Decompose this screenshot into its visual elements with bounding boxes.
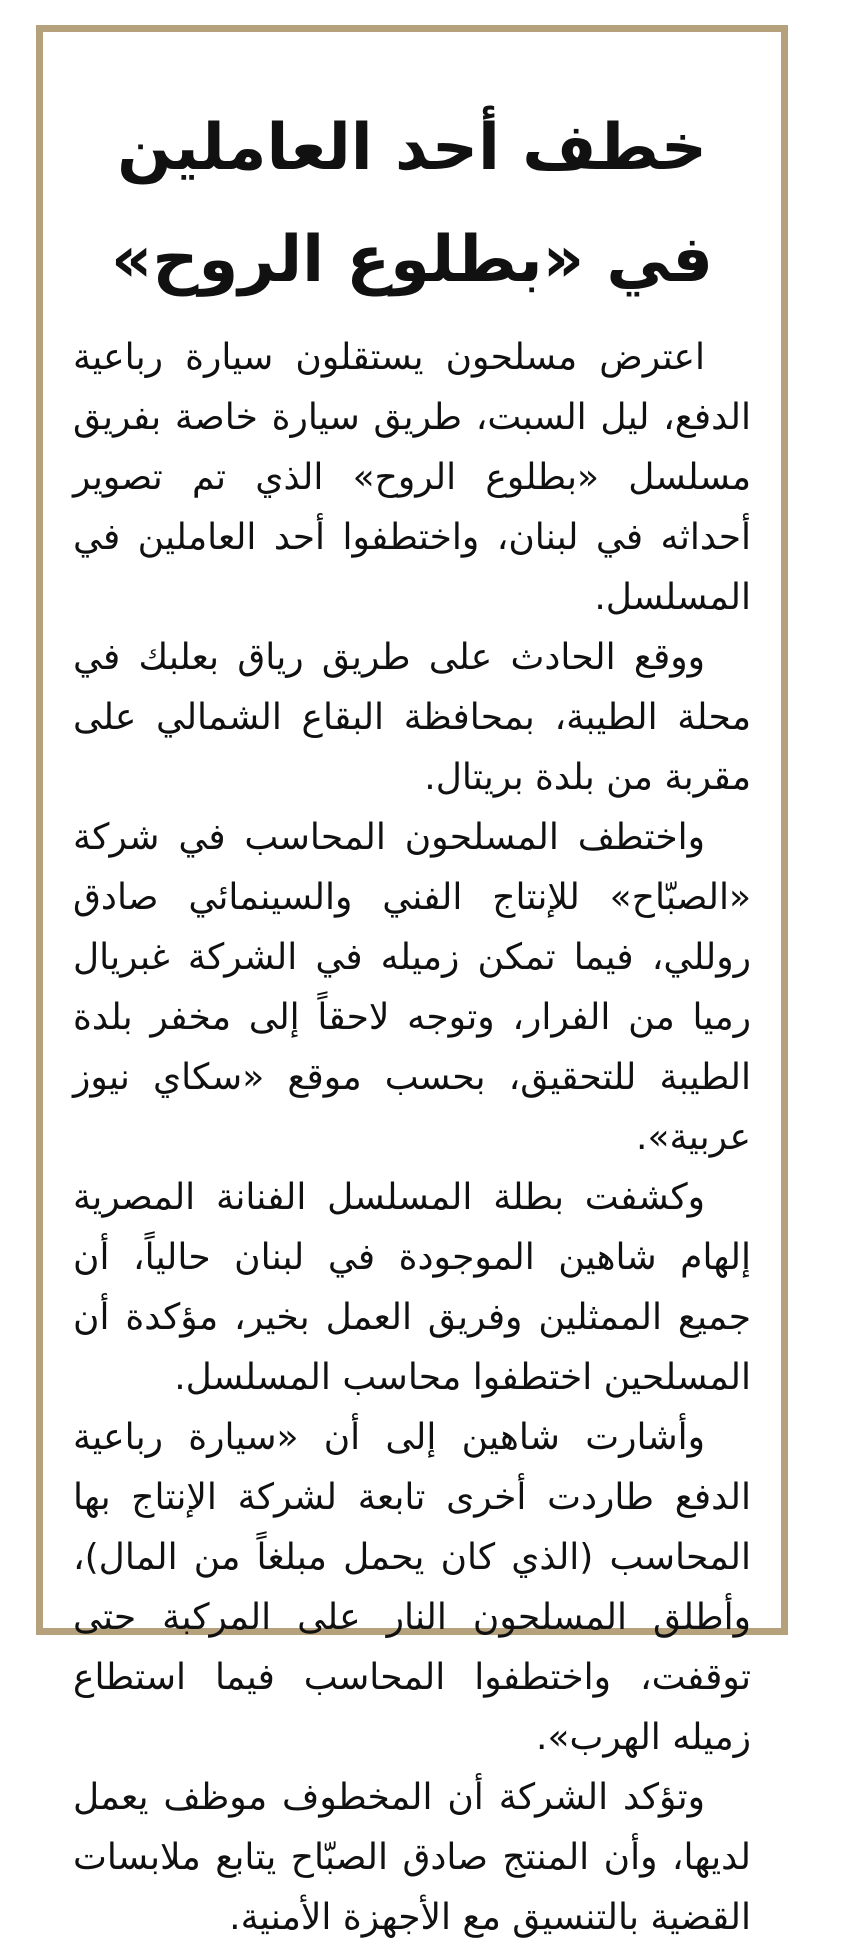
article-body [73, 328, 751, 1948]
article-frame [36, 25, 788, 1938]
headline-line-2: في «بطلوع الروح» [111, 223, 713, 297]
headline-line-1: خطف أحد العاملين [117, 111, 707, 185]
article-content [73, 62, 751, 1948]
article-paragraph-5: وأشارت شاهين إلى أن «سيارة رباعية الدفع طاردت أخرى تابعة لشركة الإنتاج بها المحاسب (الذي كان يحمل مبلغاً من المال)، وأطلق المسلحون النار على المركبة حتى توقفت، واختطفوا المحاسب فيما استطاع زميله الهرب». [73, 1417, 751, 1758]
article-paragraph-4: وكشفت بطلة المسلسل الفنانة المصرية إلهام شاهين الموجودة في لبنان حالياً، أن جميع الممثلين وفريق العمل بخير، مؤكدة أن المسلحين اختطفوا محاسب المسلسل. [73, 1177, 751, 1398]
article-paragraph-6: وتؤكد الشركة أن المخطوف موظف يعمل لديها، وأن المنتج صادق الصبّاح يتابع ملابسات القضية بالتنسيق مع الأجهزة الأمنية. [73, 1777, 751, 1938]
article-paragraph-3: واختطف المسلحون المحاسب في شركة «الصبّاح» للإنتاج الفني والسينمائي صادق روللي، فيما تمكن زميله في الشركة غبريال رميا من الفرار، وتوجه لاحقاً إلى مخفر بلدة الطيبة للتحقيق، بحسب موقع «سكاي نيوز عربية». [73, 817, 751, 1158]
article-headline [73, 62, 751, 326]
article-paragraph-2: ووقع الحادث على طريق رياق بعلبك في محلة الطيبة، بمحافظة البقاع الشمالي على مقربة من بلدة بريتال. [73, 637, 751, 798]
article-paragraph-1: اعترض مسلحون يستقلون سيارة رباعية الدفع، ليل السبت، طريق سيارة خاصة بفريق مسلسل «بطلوع الروح» الذي تم تصوير أحداثه في لبنان، واختطفوا أحد العاملين في المسلسل. [73, 337, 751, 618]
